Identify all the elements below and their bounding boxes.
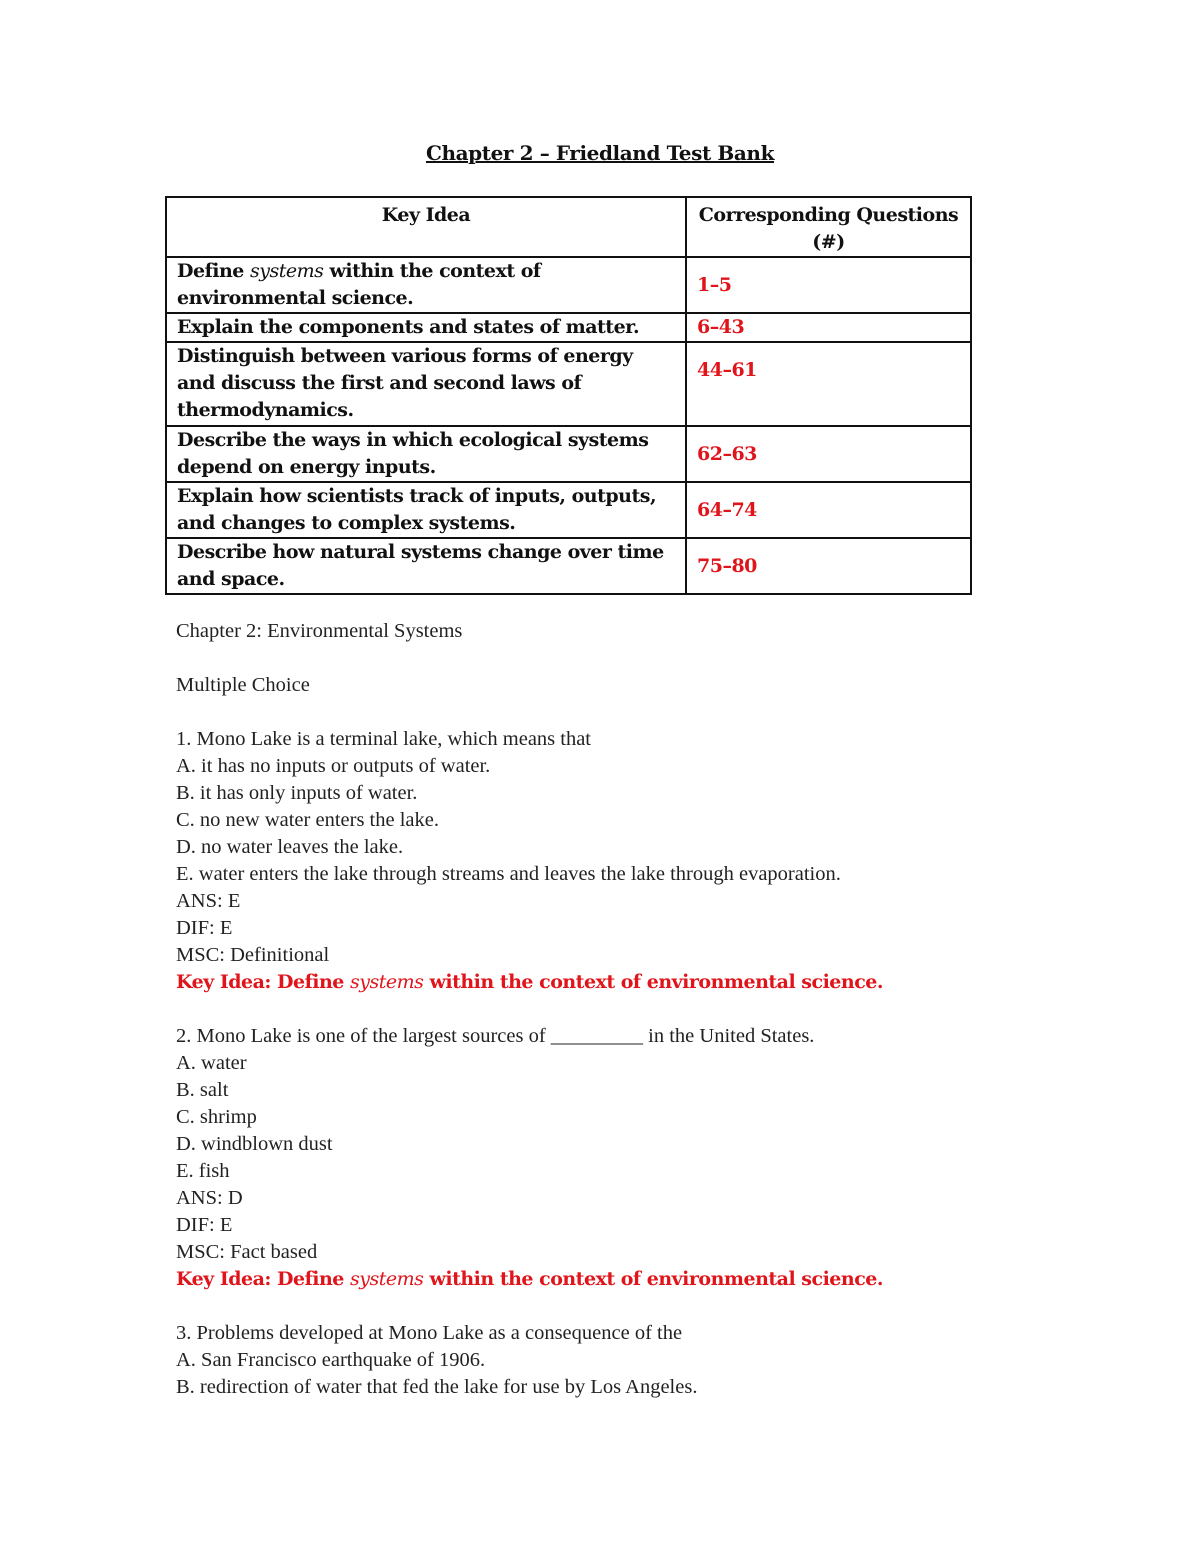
question-range-cell: 6–43 [686,313,971,342]
key-idea-cell: Describe how natural systems change over time and space. [166,538,686,594]
table-row [166,257,971,313]
answer-option: B. it has only inputs of water. [176,782,418,804]
key-idea-cell: Distinguish between various forms of energy and discuss the first and second laws of thermodynamics. [166,342,686,426]
key-idea-cell: Explain the components and states of matter. [166,313,686,342]
question-stem: 1. Mono Lake is a terminal lake, which means that [176,728,592,750]
question-range-cell: 64–74 [686,482,971,538]
answer-key: ANS: E [176,890,241,912]
misc-category: MSC: Fact based [176,1241,318,1263]
answer-option: D. no water leaves the lake. [176,836,404,858]
header-corresponding-questions: Corresponding Questions (#) [686,197,971,257]
answer-option: B. redirection of water that fed the lake for use by Los Angeles. [176,1376,698,1398]
key-idea-note: Key Idea: Define systems within the context of environmental science. [176,971,883,993]
answer-option: C. shrimp [176,1106,257,1128]
key-idea-table [165,196,972,595]
answer-option: B. salt [176,1079,229,1101]
table-row [166,538,971,594]
question-range-cell: 75–80 [686,538,971,594]
key-idea-cell: Describe the ways in which ecological systems depend on energy inputs. [166,426,686,482]
question-range-cell: 62–63 [686,426,971,482]
answer-option: A. water [176,1052,247,1074]
difficulty: DIF: E [176,917,233,939]
table-header-row [166,197,971,257]
question-stem: 3. Problems developed at Mono Lake as a consequence of the [176,1322,683,1344]
table-row [166,426,971,482]
table-row [166,482,971,538]
table-row [166,342,971,426]
chapter-heading: Chapter 2: Environmental Systems [176,620,463,642]
key-idea-cell: Define systems within the context of environmental science. [166,257,686,313]
section-heading: Multiple Choice [176,674,310,696]
answer-option: A. it has no inputs or outputs of water. [176,755,491,777]
question-range-cell: 1–5 [686,257,971,313]
key-idea-note: Key Idea: Define systems within the context of environmental science. [176,1268,883,1290]
answer-option: E. fish [176,1160,230,1182]
answer-option: E. water enters the lake through streams and leaves the lake through evaporation. [176,863,841,885]
difficulty: DIF: E [176,1214,233,1236]
question-range-cell: 44–61 [686,342,971,426]
answer-key: ANS: D [176,1187,243,1209]
header-key-idea: Key Idea [166,197,686,257]
table-row [166,313,971,342]
question-stem: 2. Mono Lake is one of the largest sources of _________ in the United States. [176,1025,815,1047]
document-title: Chapter 2 – Friedland Test Bank [425,141,775,165]
question-body [176,618,1076,1401]
answer-option: A. San Francisco earthquake of 1906. [176,1349,486,1371]
answer-option: D. windblown dust [176,1133,333,1155]
misc-category: MSC: Definitional [176,944,330,966]
key-idea-cell: Explain how scientists track of inputs, outputs, and changes to complex systems. [166,482,686,538]
answer-option: C. no new water enters the lake. [176,809,439,831]
